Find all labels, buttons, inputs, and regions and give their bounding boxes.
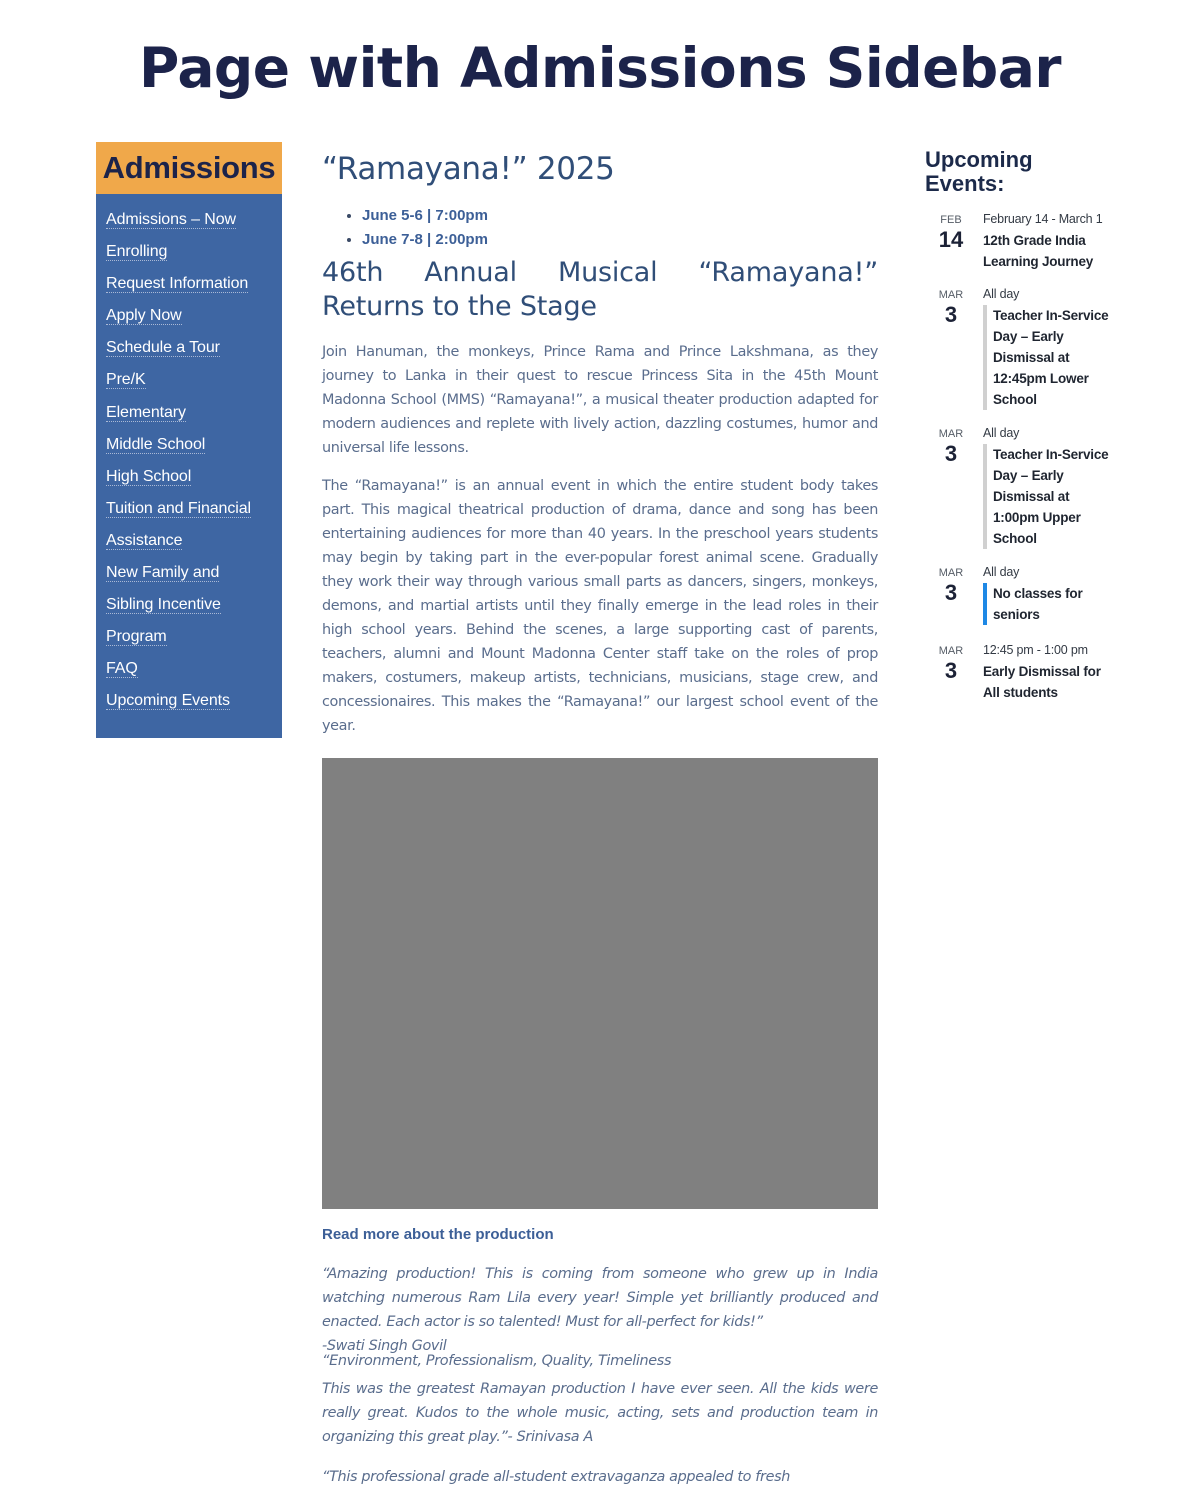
event-day: 14: [938, 227, 964, 252]
event-item[interactable]: [925, 563, 1110, 625]
sidebar-link[interactable]: Tuition and Financial: [106, 499, 251, 517]
event-month: MAR: [938, 289, 964, 301]
sidebar-item-assistance: [106, 529, 272, 561]
sidebar-item-apply-now: [106, 304, 272, 336]
sidebar-item-program: [106, 625, 272, 657]
event-title[interactable]: Teacher In-Service Day – Early Dismissal at 12:45pm Lower School: [983, 305, 1110, 410]
sidebar-link[interactable]: Middle School: [106, 435, 206, 453]
sidebar-link[interactable]: Enrolling: [106, 243, 168, 261]
sidebar-link[interactable]: Request Information: [106, 275, 249, 293]
event-day: 3: [944, 580, 958, 605]
article-title: “Ramayana!” 2025: [322, 151, 615, 187]
event-title[interactable]: Early Dismissal for All students: [983, 664, 1101, 700]
event-month: FEB: [940, 214, 962, 226]
admissions-sidebar: [96, 142, 282, 738]
sidebar-item-pre-k: [106, 368, 272, 400]
event-month: MAR: [938, 428, 964, 440]
event-day: 3: [944, 302, 958, 327]
testimonial-quote: “Amazing production! This is coming from someone who grew up in India watching numerous Ram Lila every year! Simple yet brilliantly produced and enacted. Each actor is so talented! Must for all-perfect for kids!”: [322, 1266, 878, 1330]
event-date: [925, 563, 977, 625]
event-item[interactable]: [925, 424, 1110, 549]
testimonial: [322, 1262, 878, 1354]
event-day: 3: [944, 441, 958, 466]
sidebar-link[interactable]: Sibling Incentive: [106, 596, 221, 614]
sidebar-item-middle-school: [106, 433, 272, 465]
testimonial: [322, 1353, 878, 1449]
testimonial-heading: “Environment, Professionalism, Quality, Timeliness: [322, 1353, 672, 1369]
admissions-nav: [96, 194, 282, 722]
date-item: • June 7-8 | 2:00pm: [362, 228, 878, 252]
sidebar-link[interactable]: Elementary: [106, 403, 186, 421]
event-title[interactable]: Teacher In-Service Day – Early Dismissal at 1:00pm Upper School: [983, 444, 1110, 549]
read-more-link[interactable]: Read more about the production: [322, 1226, 554, 1243]
sidebar-link[interactable]: Assistance: [106, 531, 183, 549]
sidebar-link[interactable]: Pre/K: [106, 371, 146, 389]
event-time: February 14 - March 1: [983, 212, 1103, 226]
testimonial-author: -Swati Singh Govil: [322, 1338, 447, 1354]
description-paragraph: The “Ramayana!” is an annual event in which the entire student body takes part. This magical theatrical production of drama, dance and song has been entertaining audiences for more than 40 years. In the preschool years students may begin by taking part in the ever-popular forest animal scene. Gradually they work their way through various small parts as dancers, singers, monkeys, demons, and martial artists until they finally emerge in the lead roles in their high school years. Behind the scenes, a large supporting cast of parents, teachers, alumni and Mount Madonna Center staff take on the roles of prop makers, costumers, makeup artists, technicians, musicians, stage crew, and concessionaires. This makes the “Ramayana!” our largest school event of the year.: [322, 478, 878, 734]
main-content: [322, 146, 878, 1485]
event-time: 12:45 pm - 1:00 pm: [983, 643, 1088, 657]
sidebar-item-schedule-tour: [106, 336, 272, 368]
sidebar-link[interactable]: FAQ: [106, 660, 138, 678]
event-date: [925, 641, 977, 703]
event-info: [983, 424, 1110, 549]
sidebar-link[interactable]: Apply Now: [106, 307, 182, 325]
event-date: [925, 424, 977, 549]
date-item: • June 5-6 | 7:00pm: [362, 204, 878, 228]
sidebar-item-request-information: [106, 272, 272, 304]
admissions-header: [96, 142, 282, 194]
event-item[interactable]: [925, 641, 1110, 703]
event-info: [983, 210, 1110, 272]
event-info: [983, 285, 1110, 410]
video-placeholder[interactable]: [322, 758, 878, 1209]
event-item[interactable]: [925, 285, 1110, 410]
admissions-heading: Admissions: [102, 150, 276, 185]
upcoming-events: [925, 148, 1110, 703]
event-time: All day: [983, 426, 1020, 440]
sidebar-link[interactable]: Schedule a Tour: [106, 339, 220, 357]
event-day: 3: [944, 658, 958, 683]
sidebar-item-new-family: [106, 561, 272, 593]
sidebar-item-upcoming-events: [106, 689, 272, 721]
sidebar-link[interactable]: High School: [106, 467, 192, 485]
sidebar-link[interactable]: Program: [106, 628, 167, 646]
testimonial: [322, 1465, 878, 1489]
event-time: All day: [983, 565, 1020, 579]
event-date: [925, 285, 977, 410]
sidebar-item-tuition: [106, 497, 272, 529]
sidebar-item-high-school: [106, 465, 272, 497]
event-month: MAR: [938, 645, 964, 657]
sidebar-item-faq: [106, 657, 272, 689]
events-heading: Upcoming Events:: [925, 147, 1033, 196]
intro-paragraph: Join Hanuman, the monkeys, Prince Rama and Prince Lakshmana, as they journey to Lanka in their quest to rescue Princess Sita in the 45th Mount Madonna School (MMS) “Ramayana!”, a musical theater production adapted for modern audiences and replete with lively action, dazzling costumes, humor and universal life lessons.: [322, 344, 878, 456]
event-month: MAR: [938, 567, 964, 579]
testimonial-quote: This was the greatest Ramayan production I have ever seen. All the kids were really great. Kudos to the whole music, acting, sets and production team in organizing this great play.”- Srinivasa A: [322, 1381, 878, 1445]
event-title[interactable]: 12th Grade India Learning Journey: [983, 233, 1094, 269]
event-info: [983, 641, 1110, 703]
event-item[interactable]: [925, 210, 1110, 272]
sidebar-item-admissions-now: [106, 208, 272, 240]
sidebar-link[interactable]: Admissions – Now: [106, 211, 237, 228]
sidebar-item-elementary: [106, 401, 272, 433]
sidebar-link[interactable]: New Family and: [106, 564, 220, 582]
event-date: [925, 210, 977, 272]
sidebar-item-enrolling: [106, 240, 272, 272]
testimonial-quote: “This professional grade all-student extravaganza appealed to fresh: [322, 1469, 790, 1485]
sidebar-link[interactable]: Upcoming Events: [106, 692, 230, 710]
page-title: Page with Admissions Sidebar: [138, 36, 1062, 100]
performance-dates: [322, 204, 878, 252]
event-info: [983, 563, 1110, 625]
testimonials: [322, 1262, 878, 1489]
article-subtitle: 46th Annual Musical “Ramayana!” Returns to the Stage: [322, 257, 878, 322]
event-title[interactable]: No classes for seniors: [983, 583, 1110, 625]
event-time: All day: [983, 287, 1020, 301]
sidebar-item-sibling-incentive: [106, 593, 272, 625]
